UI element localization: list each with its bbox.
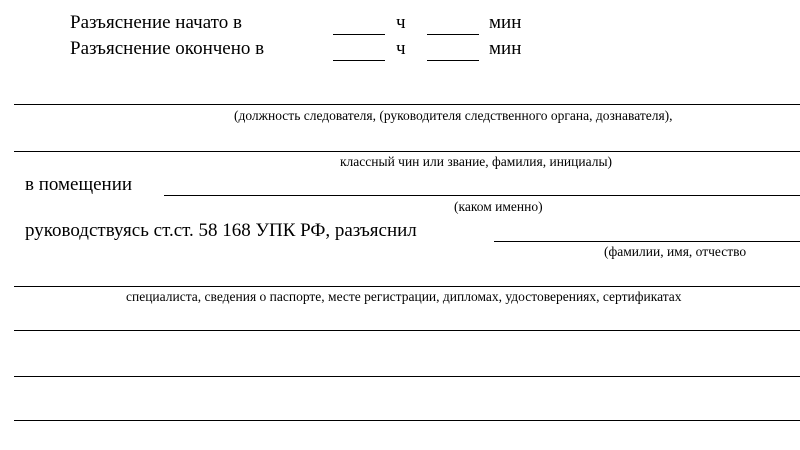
room-caption: (каком именно) bbox=[454, 199, 543, 214]
specialist-name-field[interactable] bbox=[494, 241, 800, 242]
start-hours-unit: ч bbox=[396, 12, 406, 33]
end-minutes-field[interactable] bbox=[427, 60, 479, 61]
specialist-details-field[interactable] bbox=[14, 286, 800, 287]
room-field[interactable] bbox=[164, 195, 800, 196]
explanation-started-label: Разъяснение начато в bbox=[70, 12, 242, 33]
investigator-rank-name-field[interactable] bbox=[14, 151, 800, 152]
blank-line-1[interactable] bbox=[14, 330, 800, 331]
specialist-name-caption: (фамилии, имя, отчество bbox=[604, 244, 747, 259]
end-hours-field[interactable] bbox=[333, 60, 385, 61]
room-label: в помещении bbox=[25, 174, 133, 195]
end-hours-unit: ч bbox=[396, 38, 406, 59]
investigator-position-caption: (должность следователя, (руководителя следственного органа, дознавателя), bbox=[234, 108, 673, 123]
explanation-ended-label: Разъяснение окончено в bbox=[70, 38, 265, 59]
blank-line-2[interactable] bbox=[14, 376, 800, 377]
end-minutes-unit: мин bbox=[489, 38, 522, 59]
start-minutes-field[interactable] bbox=[427, 34, 479, 35]
start-hours-field[interactable] bbox=[333, 34, 385, 35]
explained-label: руководствуясь ст.ст. 58 168 УПК РФ, разъяснил bbox=[25, 220, 417, 241]
investigator-rank-caption: классный чин или звание, фамилия, инициалы) bbox=[340, 154, 613, 169]
specialist-details-caption: специалиста, сведения о паспорте, месте регистрации, дипломах, удостоверениях, сертификатах bbox=[126, 289, 682, 304]
start-minutes-unit: мин bbox=[489, 12, 522, 33]
blank-line-3[interactable] bbox=[14, 420, 800, 421]
investigator-position-field[interactable] bbox=[14, 104, 800, 105]
